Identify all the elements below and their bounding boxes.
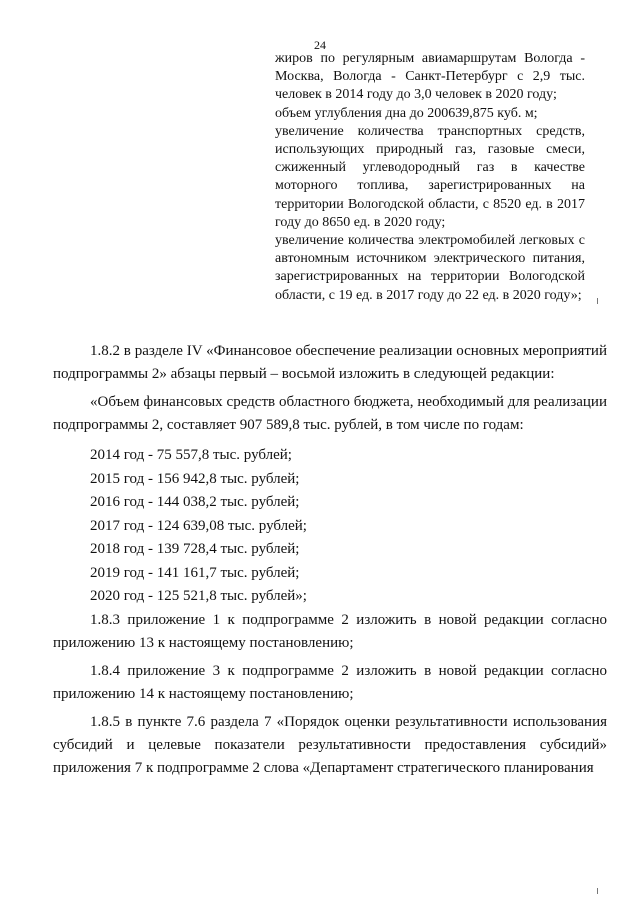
continuation-paragraph: увеличение количества транспортных средств, использующих природный газ, газовые смеси, сжиженный углеводородный газ в качестве моторного топлива, зарегистрированных на территории Вологодской области, с 8520 ед. в 2017 году до 8650 ед. в 2020 году; [275,123,585,230]
budget-year-item: 2015 год - 156 942,8 тыс. рублей; [90,470,300,487]
scan-mark [597,298,598,304]
budget-year-item: 2020 год - 125 521,8 тыс. рублей»; [90,588,307,604]
document-body [53,340,607,780]
budget-intro-paragraph: «Объем финансовых средств областного бюджета, необходимый для реализации подпрограммы 2, составляет 907 589,8 тыс. рублей, в том числе по годам: [53,394,607,433]
continuation-paragraph: жиров по регулярным авиамаршрутам Вологда - Москва, Вологда - Санкт-Петербург с 2,9 тыс. человек в 2014 году до 3,0 человек в 2020 году; [275,51,585,103]
item-1-8-4: 1.8.4 приложение 3 к подпрограмме 2 изложить в новой редакции согласно приложению 14 к настоящему постановлению; [53,662,607,702]
budget-year-item: 2018 год - 139 728,4 тыс. рублей; [90,541,300,557]
continuation-paragraph: увеличение количества электромобилей легковых с автономным источником электрического питания, зарегистрированных на территории Вологодской области, с 19 ед. в 2017 году до 22 ед. в 2020 году»; [275,233,585,303]
continuation-column [275,50,585,305]
budget-years-list [53,444,607,609]
scan-mark [597,888,598,894]
budget-year-item: 2016 год - 144 038,2 тыс. рублей; [90,494,300,510]
item-1-8-2: 1.8.2 в разделе IV «Финансовое обеспечение реализации основных мероприятий подпрограммы 2» абзацы первый – восьмой изложить в следующей редакции: [53,343,607,382]
budget-year-item: 2019 год - 141 161,7 тыс. рублей; [90,564,300,581]
page-number: 24 [314,38,326,52]
budget-year-item: 2014 год - 75 557,8 тыс. рублей; [90,447,292,463]
item-1-8-5: 1.8.5 в пункте 7.6 раздела 7 «Порядок оценки результативности использования субсидий и целевые показатели результативности предоставления субсидий» приложения 7 к подпрограмме 2 слова «Департамент стратегического планирования [53,713,607,776]
continuation-paragraph: объем углубления дна до 200639,875 куб. м; [275,105,538,121]
budget-year-item: 2017 год - 124 639,08 тыс. рублей; [90,517,307,534]
item-1-8-3: 1.8.3 приложение 1 к подпрограмме 2 изложить в новой редакции согласно приложению 13 к настоящему постановлению; [53,611,607,651]
